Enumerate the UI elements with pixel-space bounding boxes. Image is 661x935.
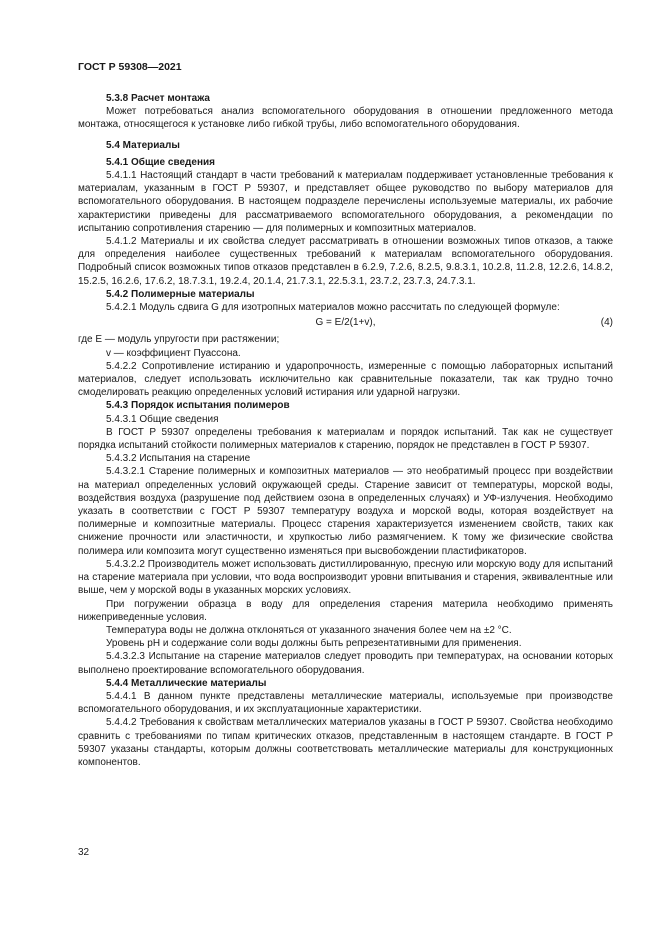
paragraph-5-4-3-1: В ГОСТ Р 59307 определены требования к материалам и порядок испытаний. Так как не существует порядка испытаний стойкости полимерных материалов к старению, порядок не представлен в ГОСТ Р 59307. [78,426,613,452]
where-v: v — коэффициент Пуассона. [106,347,241,359]
paragraph-5-4-3-2-2: 5.4.3.2.2 Производитель может использовать дистиллированную, пресную или морскую воду для испытаний на старение материала при условии, что вода воспроизводит уровни впитывания и старения, эквивалентные или выше, чем у морской воды в указанных морских условиях. [78,558,613,597]
paragraph-5-4-2-1: 5.4.2.1 Модуль сдвига G для изотропных материалов можно рассчитать по следующей формуле: [106,302,560,314]
section-5-4-title: 5.4 Материалы [106,139,180,151]
formula-4 [78,316,613,329]
section-5-4-1-title: 5.4.1 Общие сведения [106,156,215,168]
document-header: ГОСТ Р 59308—2021 [78,61,182,73]
where-e: где E — модуль упругости при растяжении; [78,334,280,346]
page-body [78,92,613,769]
paragraph-5-4-1-2: 5.4.1.2 Материалы и их свойства следует рассматривать в отношении возможных типов отказов, а также для определения наиболее существенных требований к материалам вспомогательного оборудования. Подробный список возможных типов отказов представлен в 6.2.9, 7.2.6, 8.2.5, 9.8.3.1, 10.2.8, 11.2.8, 12.2.6, 14.8.2, 15.2.5, 16.2.6, 17.6.2, 18.7.3.1, 19.2.4, 20.1.4, 21.7.3.1, 22.5.3.1, 23.7.2, 23.7.3, 24.7.3.1. [78,236,613,287]
section-5-4-2-title: 5.4.2 Полимерные материалы [106,288,255,300]
paragraph-5-4-1-1: 5.4.1.1 Настоящий стандарт в части требований к материалам поддерживает установленные требования к материалам, указанным в ГОСТ Р 59307, и представляет общее руководство по выбору материалов для вспомогательного оборудования. В настоящем подразделе перечислены используемые материалы, их рабочие характеристики приведены для рассматриваемого вспомогательного оборудования, а рекомендации по испытанию сопротивления старению — для полимерных и композитных материалов. [78,170,613,234]
section-5-4-3-2-title: 5.4.3.2 Испытания на старение [106,453,251,465]
paragraph-5-4-4-1: 5.4.4.1 В данном пункте представлены металлические материалы, используемые при производстве вспомогательного оборудования, и их эксплуатационные характеристики. [78,690,613,716]
section-5-4-4-title: 5.4.4 Металлические материалы [106,677,267,689]
paragraph-5-4-2-2: 5.4.2.2 Сопротивление истиранию и ударопрочность, измеренные с помощью лабораторных испытаний материалов, следует использовать исключительно как сравнительные показатели, так как трудно точно смоделировать реакцию определенных условий истирания или ударной нагрузки. [78,360,613,399]
section-5-4-3-title: 5.4.3 Порядок испытания полимеров [106,400,290,412]
paragraph-5-4-3-2-2-d: Уровень pH и содержание соли воды должны быть репрезентативными для применения. [106,638,522,650]
paragraph-5-4-3-2-3: 5.4.3.2.3 Испытание на старение материалов следует проводить при температурах, на основании которых выполнено проектирование вспомогательного оборудования. [78,651,613,676]
paragraph-5-4-3-2-2-b: При погружении образца в воду для определения старения материла необходимо применять нижеприведенные условия. [78,598,613,623]
section-5-3-8-text: Может потребоваться анализ вспомогательного оборудования в отношении предложенного метода монтажа, относящегося к установке либо гибкой трубы, либо вспомогательного оборудования. [78,106,613,131]
section-5-4-3-1-title: 5.4.3.1 Общие сведения [106,413,219,425]
paragraph-5-4-4-2: 5.4.4.2 Требования к свойствам металлических материалов указаны в ГОСТ Р 59307. Свойства необходимо сравнить с требованиями по типам критических отказов, представленным в настоящем стандарте. В ГОСТ Р 59307 указаны стандарты, которым должны соответствовать металлические материалы для конструкционных компонентов. [78,717,613,768]
page-number: 32 [78,847,90,858]
section-5-3-8-title: 5.3.8 Расчет монтажа [106,93,210,104]
formula-number: (4) [600,317,613,329]
formula-text: G = E/2(1+v), [315,317,376,329]
paragraph-5-4-3-2-1: 5.4.3.2.1 Старение полимерных и композитных материалов — это необратимый процесс при воздействии на материал определенных условий окружающей среды. Старение зависит от температуры, морской воды, воздействия воздуха (разрушение под действием озона в определенных случаях) и УФ-излучения. Необходимо указать в соответствии с ГОСТ Р 59307 температуру воздуха и морской воды, которая воздействует на полимерные и композитные материалы. Процесс старения характеризуется изменением свойств, таких как снижение прочности или эластичности, и хрупкостью либо размягчением. К тому же физические свойства полимера или композита могут существенно изменяться при высвобождении пластификаторов. [78,466,613,557]
paragraph-5-4-3-2-2-c: Температура воды не должна отклоняться от указанного значения более чем на ±2 °C. [106,624,512,636]
